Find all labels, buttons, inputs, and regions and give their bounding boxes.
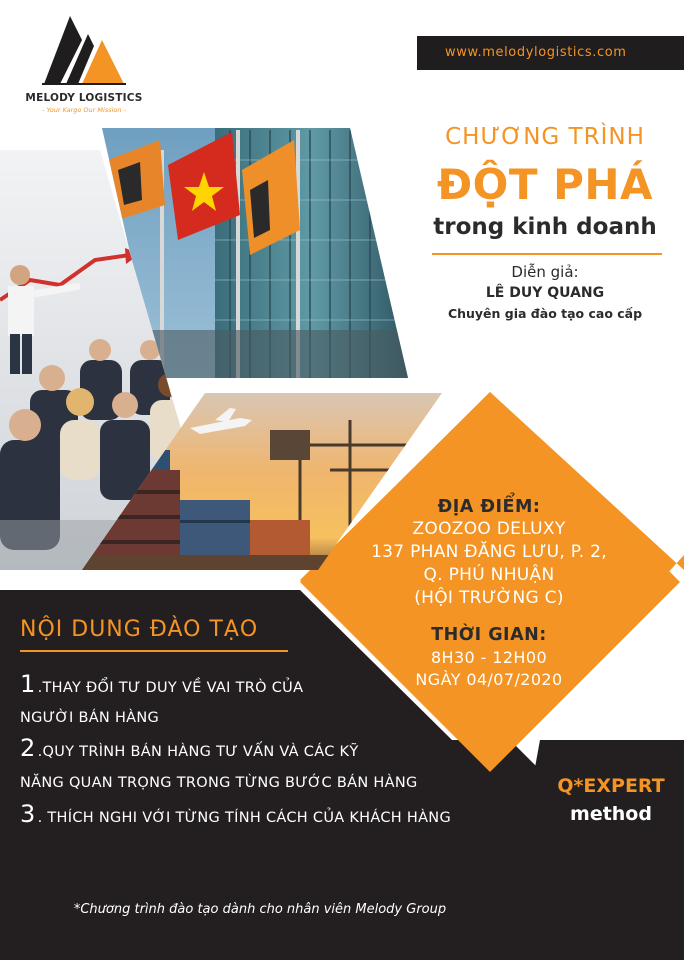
item-number: 3 — [20, 800, 36, 828]
venue-line-1: ZOOZOO DELUXY — [412, 519, 566, 539]
content-item-2-cont: NĂNG QUAN TRỌNG TRONG TỪNG BƯỚC BÁN HÀNG — [20, 775, 418, 791]
footnote: *Chương trình đào tạo dành cho nhân viên Melody Group — [73, 902, 447, 917]
item-number: 1 — [20, 670, 36, 698]
method-brand: Q*EXPERT — [557, 775, 665, 797]
title-divider — [432, 253, 662, 255]
title-line-1: CHƯƠNG TRÌNH — [445, 124, 645, 150]
content-divider — [20, 650, 288, 652]
logo-tagline: - Your Kargo Our Mission - — [42, 106, 126, 114]
item-number: 2 — [20, 734, 36, 762]
venue-label: ĐỊA ĐIỂM: — [437, 497, 541, 517]
speaker-name: LÊ DUY QUANG — [485, 285, 605, 301]
content-item-2 — [20, 734, 359, 762]
venue-line-3: Q. PHÚ NHUẬN — [423, 565, 555, 585]
venue-line-4: (HỘI TRƯỜNG C) — [414, 588, 564, 608]
website-link[interactable]: www.melodylogistics.com — [417, 36, 684, 70]
content-item-1-cont: NGƯỜI BÁN HÀNG — [20, 710, 160, 726]
speaker-label: Diễn giả: — [511, 263, 579, 281]
method-subtitle: method — [570, 803, 652, 825]
title-line-2: ĐỘT PHÁ — [436, 160, 654, 209]
logo-name: MELODY LOGISTICS — [25, 92, 143, 104]
company-logo — [22, 12, 146, 112]
content-item-3 — [20, 800, 451, 828]
item-text: . THÍCH NGHI VỚI TỪNG TÍNH CÁCH CỦA KHÁCH HÀNG — [37, 810, 451, 826]
content-heading: NỘI DUNG ĐÀO TẠO — [20, 617, 259, 642]
time-line-2: NGÀY 04/07/2020 — [415, 670, 563, 689]
content-item-1 — [20, 670, 303, 698]
title-line-3: trong kinh doanh — [433, 214, 657, 240]
logo-mark-icon — [22, 12, 146, 92]
item-text: .QUY TRÌNH BÁN HÀNG TƯ VẤN VÀ CÁC KỸ — [37, 744, 359, 760]
item-text: .THAY ĐỔI TƯ DUY VỀ VAI TRÒ CỦA — [37, 680, 304, 696]
venue-line-2: 137 PHAN ĐĂNG LƯU, P. 2, — [371, 542, 607, 562]
speaker-title: Chuyên gia đào tạo cao cấp — [447, 306, 643, 321]
time-label: THỜI GIAN: — [431, 625, 547, 645]
time-line-1: 8H30 - 12H00 — [430, 648, 548, 667]
